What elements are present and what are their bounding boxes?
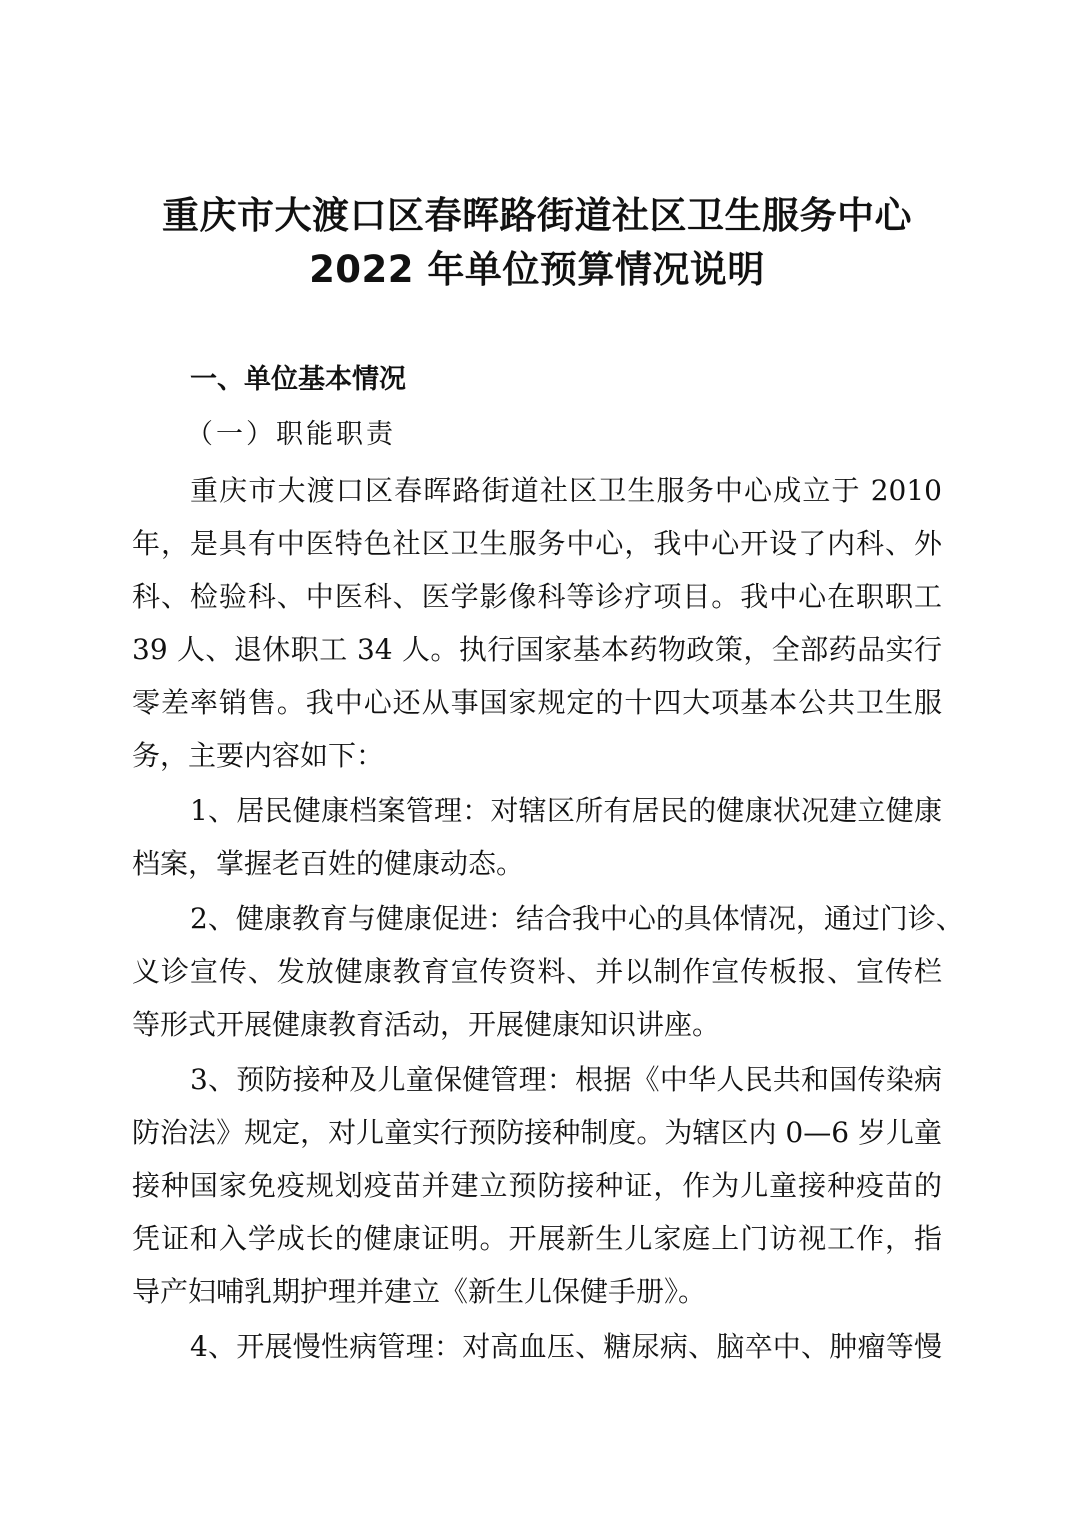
paragraph-line: 零差率销售。我中心还从事国家规定的十四大项基本公共卫生服	[132, 686, 942, 719]
paragraph-line: 档案，掌握老百姓的健康动态。	[132, 847, 525, 880]
paragraph-line: 2、健康教育与健康促进：结合我中心的具体情况，通过门诊、	[190, 902, 964, 935]
paragraph-line: 科、检验科、中医科、医学影像科等诊疗项目。我中心在职职工	[132, 580, 942, 613]
paragraph-line: 义诊宣传、发放健康教育宣传资料、并以制作宣传板报、宣传栏	[132, 955, 942, 988]
paragraph-line: 凭证和入学成长的健康证明。开展新生儿家庭上门访视工作，指	[132, 1222, 942, 1255]
paragraph-line: 1、居民健康档案管理：对辖区所有居民的健康状况建立健康	[190, 794, 942, 827]
section-heading: 一、单位基本情况	[190, 364, 406, 395]
paragraph-line: 39 人、退休职工 34 人。执行国家基本药物政策，全部药品实行	[132, 633, 942, 666]
paragraph-line: 等形式开展健康教育活动，开展健康知识讲座。	[132, 1008, 721, 1041]
document-title-line-2: 2022 年单位预算情况说明	[309, 248, 765, 291]
paragraph-line: 4、开展慢性病管理：对高血压、糖尿病、脑卒中、肿瘤等慢	[190, 1330, 942, 1363]
document-title-line-1: 重庆市大渡口区春晖路街道社区卫生服务中心	[162, 194, 912, 237]
paragraph-line: 防治法》规定，对儿童实行预防接种制度。为辖区内 0—6 岁儿童	[132, 1116, 942, 1149]
paragraph-line: 年，是具有中医特色社区卫生服务中心，我中心开设了内科、外	[132, 527, 942, 560]
paragraph-line: 导产妇哺乳期护理并建立《新生儿保健手册》。	[132, 1275, 707, 1308]
paragraph-line: 3、预防接种及儿童保健管理：根据《中华人民共和国传染病	[190, 1063, 942, 1096]
paragraph-line: 务，主要内容如下：	[132, 739, 385, 772]
paragraph-line: 重庆市大渡口区春晖路街道社区卫生服务中心成立于 2010	[190, 474, 942, 507]
paragraph-line: 接种国家免疫规划疫苗并建立预防接种证，作为儿童接种疫苗的	[132, 1169, 942, 1202]
subsection-heading: （一）职能职责	[186, 419, 396, 450]
